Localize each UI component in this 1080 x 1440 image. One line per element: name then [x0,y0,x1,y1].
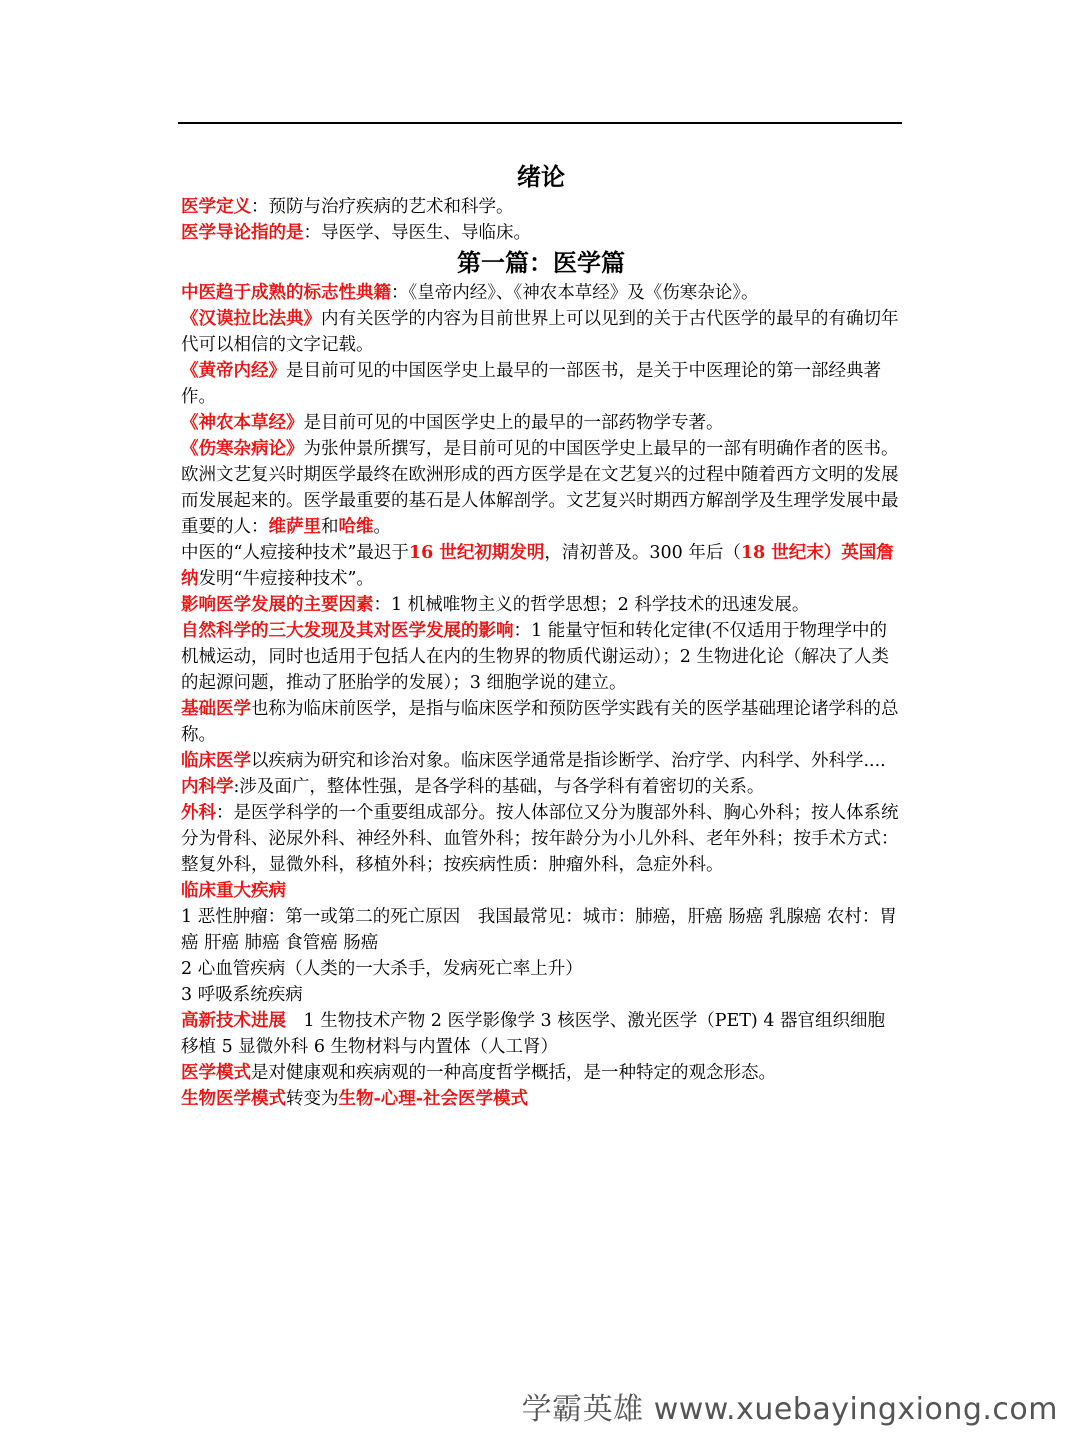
term: 自然科学的三大发现及其对医学发展的影响 [181,621,514,641]
paragraph-shanghan [181,436,901,462]
paragraph-internal-medicine [181,774,901,800]
text: ，清初普及。300 年后（ [544,543,741,563]
text: 1 生物技术产物 2 医学影像学 3 核医学、激光医学（PET) 4 器官组织细胞移植 5 显微外科 6 生物材料与内置体（人工肾） [181,1011,886,1057]
text: 。 [373,517,391,537]
term: 维萨里 [268,517,321,537]
term: 哈维 [338,517,374,537]
text: 1 恶性肿瘤：第一或第二的死亡原因 我国最常见：城市：肺癌，肝癌 肠癌 乳腺癌 农村：胃癌 肝癌 肺癌 食管癌 肠癌 [181,907,897,953]
term: 18 世纪末）英国詹纳 [181,543,894,589]
term: 中医趋于成熟的标志性典籍 [181,283,391,303]
text: 是目前可见的中国医学史上的最早的一部药物学专著。 [303,413,724,433]
paragraph-high-tech [181,1008,901,1060]
text: 和 [321,517,339,537]
text: ：导医学、导医生、导临床。 [303,223,531,243]
page-title: 绪论 [517,162,565,191]
text: 内有关医学的内容为目前世界上可以见到的关于古代医学的最早的有确切年代可以相信的文字记载。 [181,309,899,355]
paragraph-surgery [181,800,901,878]
list-item-respiratory [181,982,901,1008]
text: ：是医学科学的一个重要组成部分。按人体部位又分为腹部外科、胸心外科；按人体系统分为骨科、泌尿外科、神经外科、血管外科；按年龄分为小儿外科、老年外科；按手术方式：整复外科，显微外科，移植外科；按疾病性质：肿瘤外科，急症外科。 [181,803,899,875]
term: 内科学 [181,777,234,797]
term: 生物-心理-社会医学模式 [338,1089,529,1109]
text: ：1 机械唯物主义的哲学思想；2 科学技术的迅速发展。 [373,595,810,615]
paragraph-variolation [181,540,901,592]
paragraph-three-discoveries [181,618,901,696]
paragraph-clinical-medicine [181,748,901,774]
term: 影响医学发展的主要因素 [181,595,374,615]
term: 基础医学 [181,699,251,719]
paragraph-factors [181,592,901,618]
term: 《黄帝内经》 [181,361,286,381]
text: 2 心血管疾病（人类的一大杀手，发病死亡率上升） [181,959,583,979]
paragraph-basic-medicine [181,696,901,748]
paragraph-introduction [181,220,901,246]
term: 高新技术进展 [181,1011,286,1031]
text: 也称为临床前医学，是指与临床医学和预防医学实践有关的医学基础理论诸学科的总称。 [181,699,899,745]
text: 是目前可见的中国医学史上最早的一部医书，是关于中医理论的第一部经典著作。 [181,361,881,407]
text: 为张仲景所撰写，是目前可见的中国医学史上最早的一部有明确作者的医书。 [303,439,899,459]
paragraph-classics [181,280,901,306]
header-rule [178,122,902,124]
list-item-cancer [181,904,901,956]
text: 是对健康观和疾病观的一种高度哲学概括，是一种特定的观念形态。 [251,1063,776,1083]
term: 医学定义 [181,197,251,217]
text: ：《皇帝内经》、《神农本草经》及《伤寒杂论》。 [391,283,759,303]
term: 临床医学 [181,751,251,771]
paragraph-medicine-definition [181,194,901,220]
term: 16 世纪初期发明 [408,543,545,563]
term: 外科 [181,803,216,823]
text: 3 呼吸系统疾病 [181,985,303,1005]
text: 中医的“人痘接种技术”最迟于 [181,543,409,563]
term: 生物医学模式 [181,1089,286,1109]
text: 欧洲文艺复兴时期医学最终在欧洲形成的西方医学是在文艺复兴的过程中随着西方文明的发展而发展起来的。医学最重要的基石是人体解剖学。文艺复兴时期西方解剖学及生理学发展中最重要的人： [181,465,899,537]
term: 医学模式 [181,1063,251,1083]
term: 《神农本草经》 [181,413,304,433]
text: 转变为 [286,1089,339,1109]
paragraph-hammurabi [181,306,901,358]
text: ：预防与治疗疾病的艺术和科学。 [251,197,514,217]
term: 医学导论指的是 [181,223,304,243]
document-body [181,160,901,1112]
text: ：1 能量守恒和转化定律(不仅适用于物理学中的机械运动，同时也适用于包括人在内的生物界的物质代谢运动）；2 生物进化论（解决了人类的起源问题，推动了胚胎学的发展）；3 细胞学说的建立。 [181,621,889,693]
section-title: 第一篇：医学篇 [457,248,625,277]
paragraph-shennong [181,410,901,436]
paragraph-model-shift [181,1086,901,1112]
term: 《汉谟拉比法典》 [181,309,321,329]
watermark: 学霸英雄 www.xuebayingxiong.com [521,1392,1058,1427]
paragraph-major-diseases-heading [181,878,901,904]
paragraph-huangdi [181,358,901,410]
text: 发明“牛痘接种技术”。 [198,569,374,589]
text: 以疾病为研究和诊治对象。临床医学通常是指诊断学、治疗学、内科学、外科学.... [251,751,886,771]
list-item-cardiovascular [181,956,901,982]
text: :涉及面广，整体性强，是各学科的基础，与各学科有着密切的关系。 [233,777,765,797]
paragraph-medical-model [181,1060,901,1086]
term: 《伤寒杂病论》 [181,439,304,459]
paragraph-renaissance [181,462,901,540]
term: 临床重大疾病 [181,881,286,901]
